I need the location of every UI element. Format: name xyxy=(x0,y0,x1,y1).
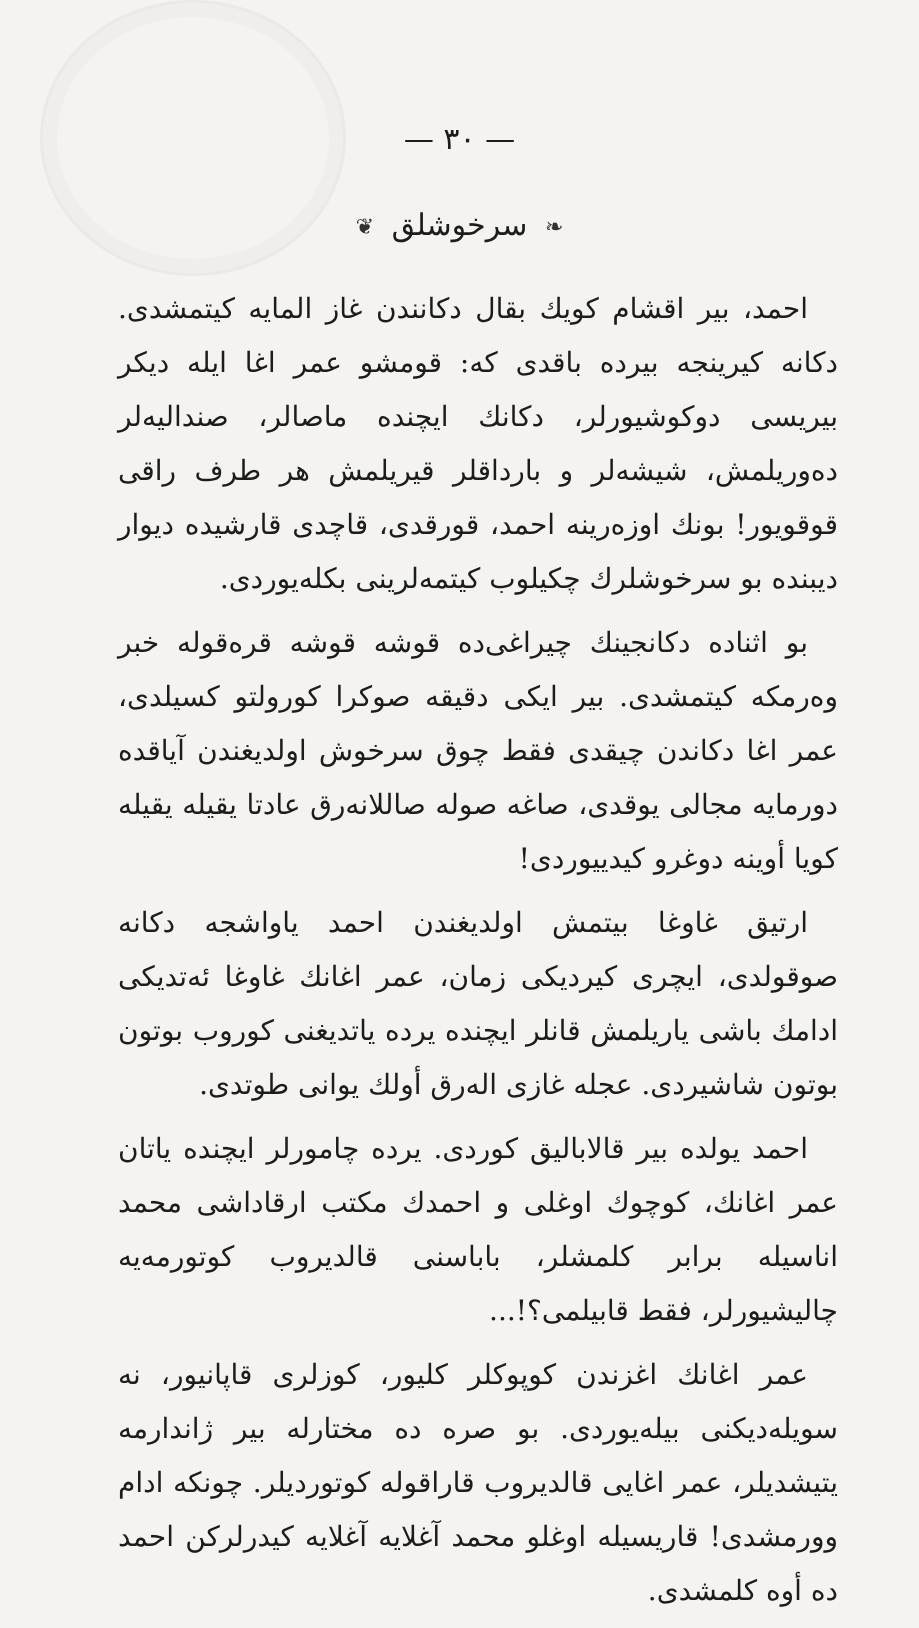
paragraph-1: احمد، بیر اقشام کویك بقال دکانندن غاز المایه کیتمشدی. دکانه کیرینجه بیرده باقدی که: قومشو عمر اغا ایله دیکر بیریسی دوکوشیورلر، دکانك ایچنده ماصالر، صندالیه‌لر دەوریلمش، شیشه‌لر و بارداقلر قیریلمش هر طرف راقی قوقویور! بونك اوزه‌رینه احمد، قورقدی، قاچدی قارشیده دیوار دیبنده بو سرخوشلرك چکیلوب کیتمه‌لرینی بکله‌یوردی. xyxy=(118,292,838,595)
paragraph-3: ارتیق غاوغا بیتمش اولدیغندن احمد یاواشجه دکانه صوقولدی، ایچری کیردیکی زمان، عمر اغانك غاوغا ئەتدیکی ادامك باشی یاریلمش قانلر ایچنده یرده یاتدیغنی کوروب بوتون بوتون شاشیردی. عجله غازی الەرق أولك یوانی طوتدی. xyxy=(118,906,838,1101)
chapter-title: سرخوشلق xyxy=(391,208,528,243)
paragraph-5: عمر اغانك اغزندن کوپوکلر کلیور، کوزلری قاپانیور، نه سویله‌دیکنی بیله‌یوردی. بو صره ده مختارله بیر ژاندارمه یتیشدیلر، عمر اغایی قالدیروب قاراقوله کوتوردیلر. چونکه ادام وورمشدی! قاریسیله اوغلو محمد آغلایه آغلایه کیدرلرکن احمد ده أوه کلمشدی. xyxy=(118,1358,838,1607)
body-text xyxy=(118,282,838,1628)
right-ornament-icon: ❧ xyxy=(544,214,564,240)
chapter-heading xyxy=(0,208,919,243)
left-ornament-icon: ❦ xyxy=(355,214,375,240)
paragraph-2: بو اثناده دکانجینك چیراغی‌ده قوشه قوشه قره‌قوله خبر وه‌رمکه کیتمشدی. بیر ایکی دقیقه صوکرا کورولتو کسیلدی، عمر اغا دکاندن چیقدی فقط چوق سرخوش اولدیغندن آیاقده دورمایه مجالی یوقدی، صاغه صوله صاللانه‌رق عادتا یقیله یقیله کویا أوینه دوغرو کیدییوردی! xyxy=(118,626,838,875)
page-number: — ٣٠ — xyxy=(403,122,516,157)
paragraph-4: احمد یولده بیر قالابالیق کوردی. یرده چامورلر ایچنده یاتان عمر اغانك، کوچوك اوغلی و احمدك مکتب ارقاداشی محمد اناسیله برابر کلمشلر، باباسنی قالدیروب کوتورمه‌یه چالیشیورلر، فقط قابیلمی؟!... xyxy=(118,1132,838,1327)
